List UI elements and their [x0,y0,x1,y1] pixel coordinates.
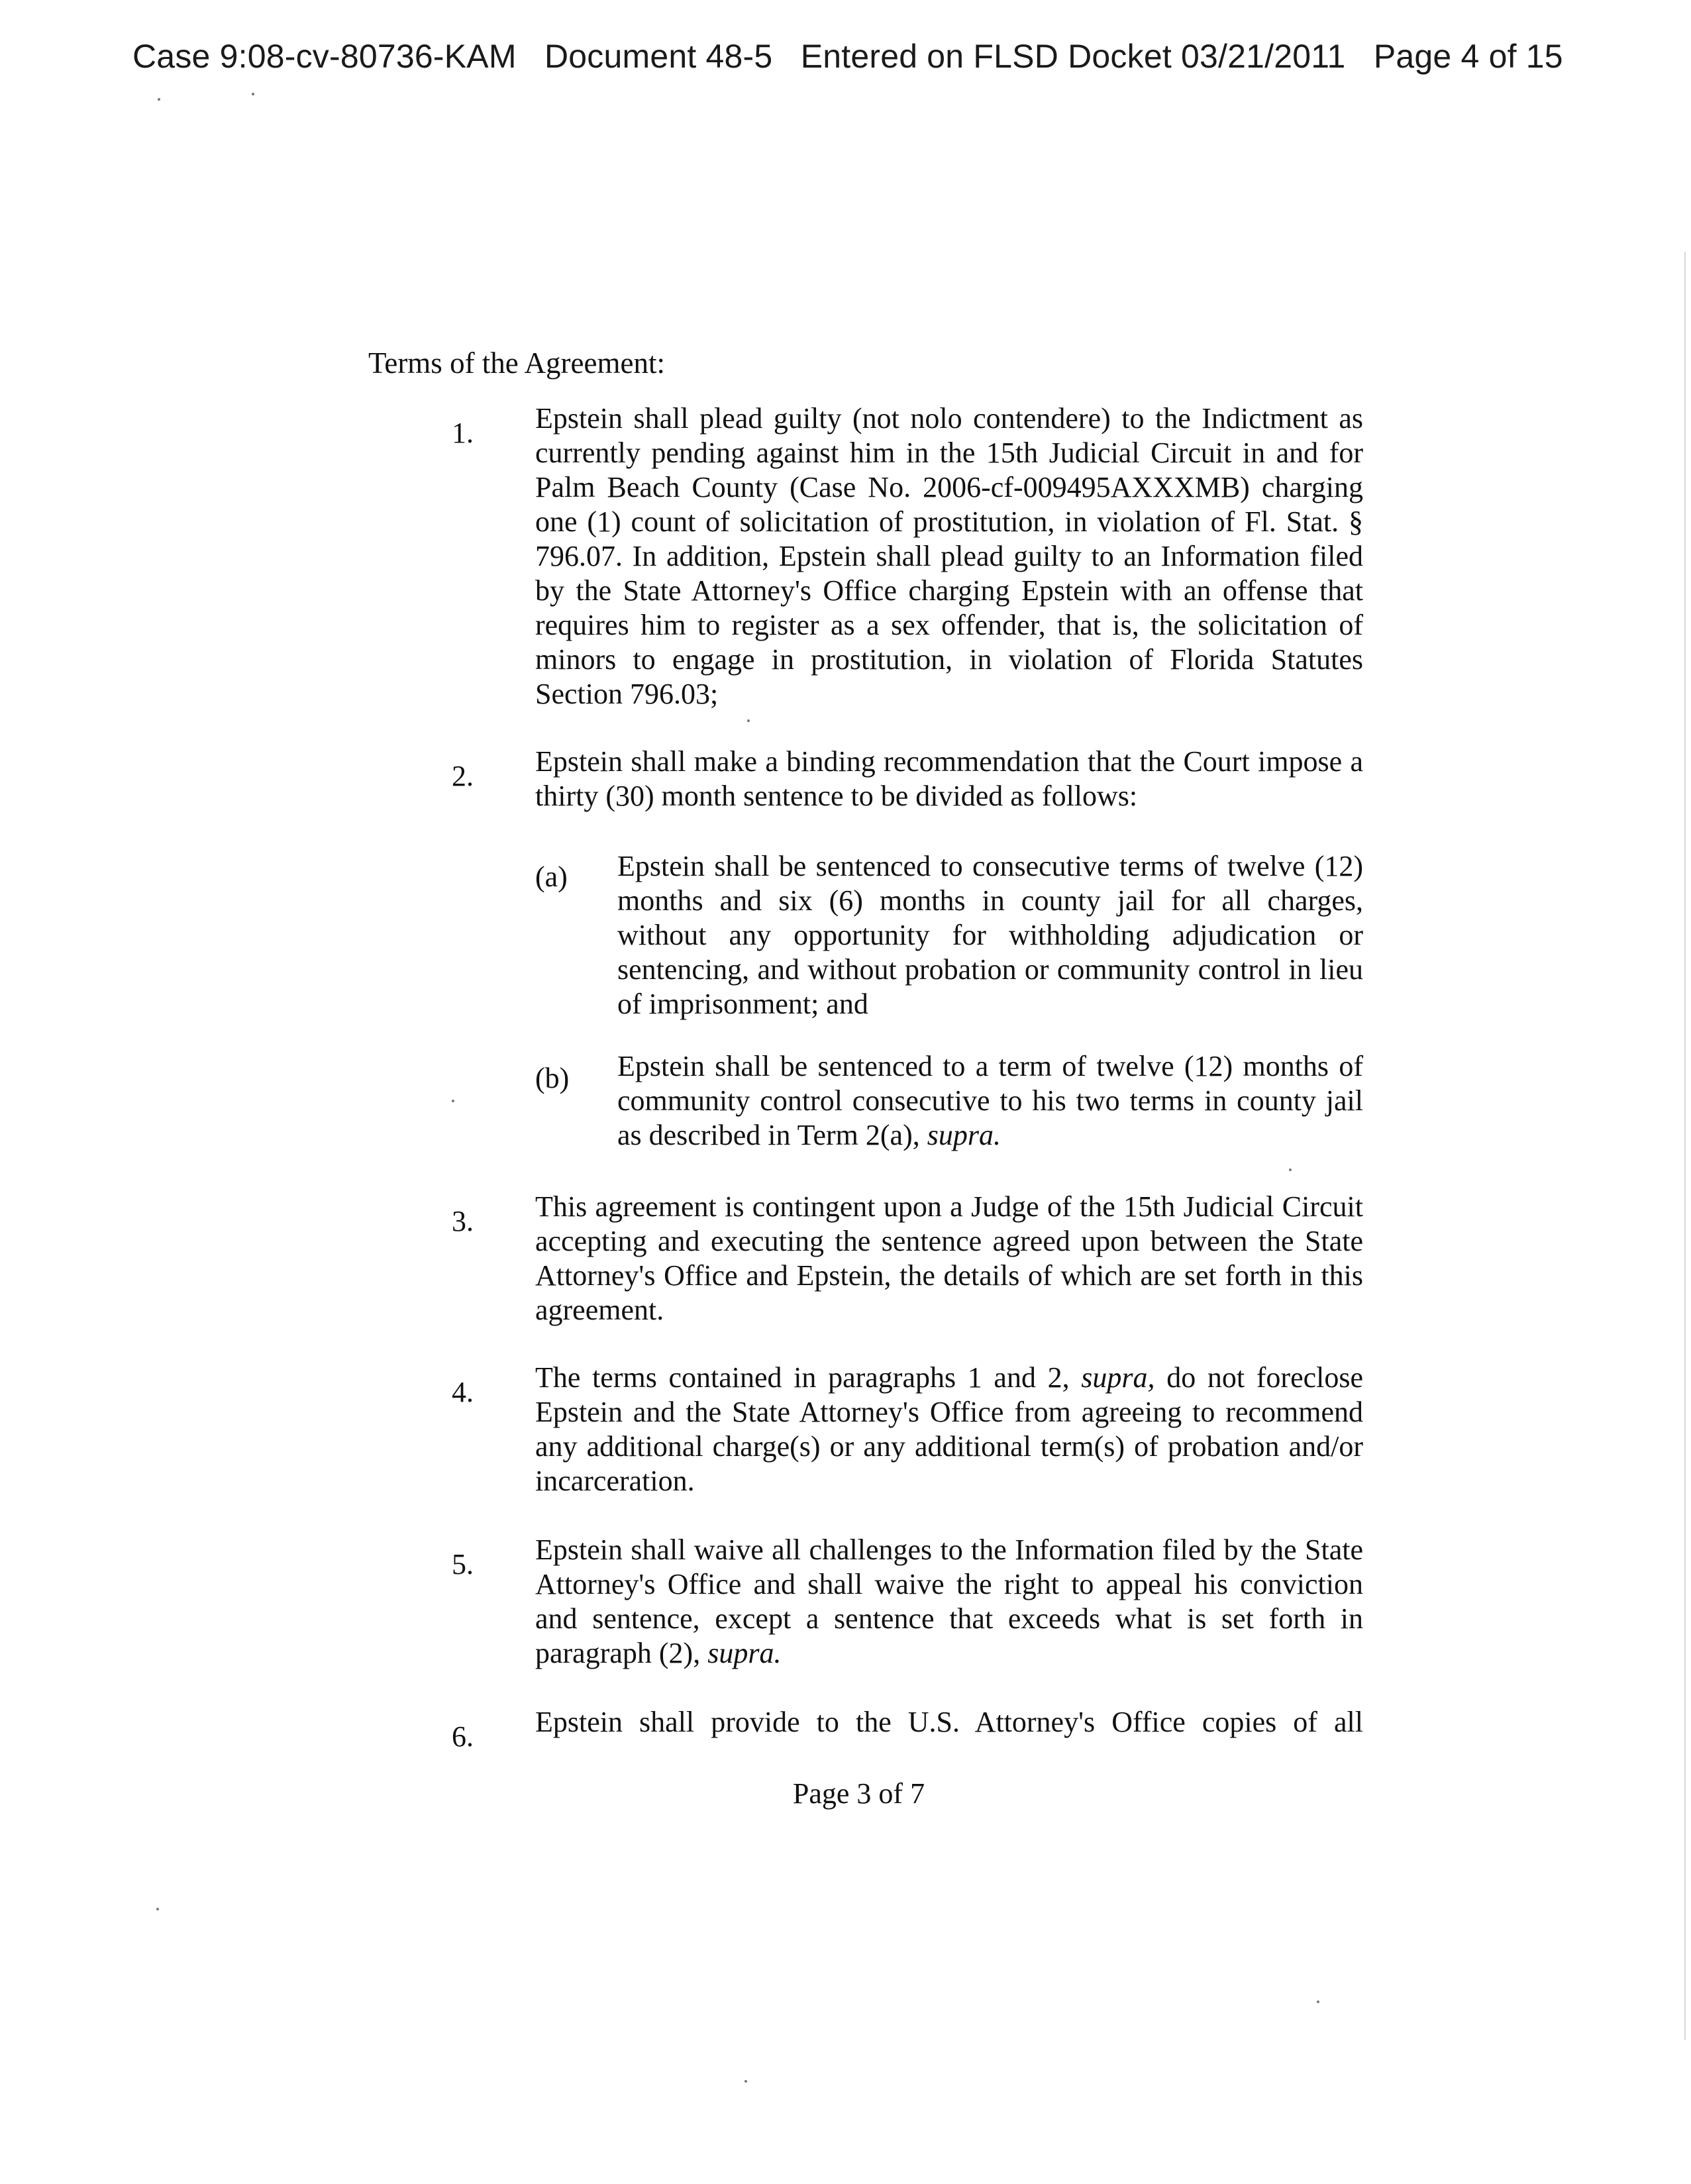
term-text: Epstein shall plead guilty (not nolo contendere) to the Indictment as currently pending against him in the 15th Judicial Circuit in and for Palm Beach County (Case No. 2006-cf-009495AXXXMB) charging one (1) count of solicitation of prostitution, in violation of Fl. Stat. § 796.07. In addition, Epstein shall plead guilty to an Information filed by the State Attorney's Office charging Epstein with an offense that requires him to register as a sex offender, that is, the solicitation of minors to engage in prostitution, in violation of Florida Statutes Section 796.03; [535,402,1363,710]
header-case: Case 9:08-cv-80736-KAM [132,38,517,75]
term-text-end: do not foreclose Epstein and the State Attorney's Office from agreeing to recommend any additional charge(s) or any additional term(s) of probation and/or incarceration. [535,1361,1364,1497]
term-text [535,1533,1363,1671]
term-number: 2. [452,760,474,792]
subterm-text: Epstein shall be sentenced to consecutive terms of twelve (12) months and six (6) months in county jail for all charges, without any opportunity for withholding adjudication or sentencing, and without probation or community control in lieu of imprisonment; and [617,850,1363,1020]
term-number: 4. [452,1376,474,1408]
scan-speck [452,1100,454,1102]
term-number: 1. [452,417,474,449]
supra-emphasis: supra. [707,1637,782,1669]
header-page: Page 4 of 15 [1373,38,1563,75]
term-number: 5. [452,1548,474,1581]
term-text: Epstein shall make a binding recommendation that the Court impose a thirty (30) month sentence to be divided as follows: [535,745,1363,812]
header-entered: Entered on FLSD Docket 03/21/2011 [800,38,1346,75]
page-footer: Page 3 of 7 [792,1777,925,1810]
supra-emphasis: supra, [1081,1361,1155,1394]
subterm-label: (a) [535,860,568,893]
term-text: This agreement is contingent upon a Judge of the 15th Judicial Circuit accepting and executing the sentence agreed upon between the State Attorney's Office and Epstein, the details of which are set forth in this agreement. [535,1190,1363,1326]
scan-speck [156,1908,159,1910]
subterm-label: (b) [535,1062,570,1094]
docket-header [132,37,1563,76]
term-text-body: Epstein shall waive all challenges to the Information filed by the State Attorney's Office and shall waive the right to appeal his conviction and sentence, except a sentence that exceeds what is set forth in paragraph (2), [535,1534,1363,1669]
supra-emphasis: supra. [927,1119,1001,1151]
scan-edge-line [1684,252,1686,2040]
term-text [535,1361,1363,1498]
scan-speck [747,719,750,722]
term-text: Epstein shall provide to the U.S. Attorney's Office copies of all [535,1706,1363,1738]
term-number: 6. [452,1720,474,1753]
term-number: 3. [452,1205,474,1237]
header-document: Document 48-5 [544,38,773,75]
subterm-text [617,1049,1363,1153]
scan-speck [158,98,160,101]
scan-speck [1289,1169,1292,1171]
term-text-start: The terms contained in paragraphs 1 and 2, [535,1361,1082,1394]
scan-speck [252,93,254,95]
scan-speck [744,2080,747,2083]
subterm-body: Epstein shall be sentenced to a term of twelve (12) months of community control consecutive to his two terms in county jail as described in Term 2(a), [617,1050,1363,1151]
scan-speck [1317,2001,1319,2003]
terms-heading: Terms of the Agreement: [368,346,665,380]
